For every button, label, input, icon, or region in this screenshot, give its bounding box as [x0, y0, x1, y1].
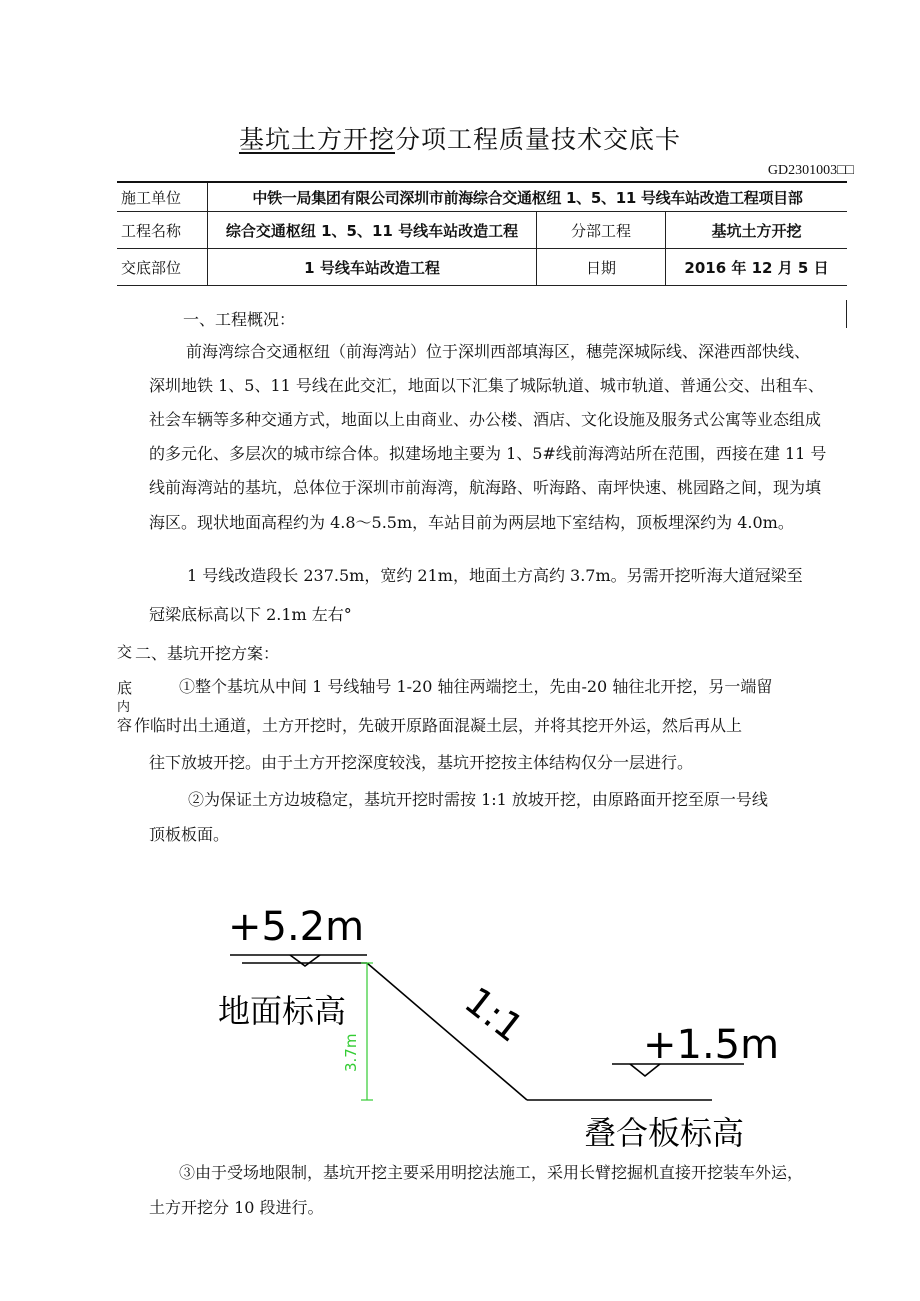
item1-line3: 往下放坡开挖。由于土方开挖深度较浅，基坑开挖按主体结构仅分一层进行。 [149, 753, 694, 772]
para1-line6: 海区。现状地面高程约为 4.8～5.5m，车站目前为两层地下室结构，顶板埋深约为 4.0m。 [149, 513, 794, 532]
construction-unit-label: 施工单位 [117, 182, 208, 212]
side-label-di: 底 [117, 679, 133, 697]
sub-project-label: 分部工程 [537, 212, 666, 249]
para1-line3: 社会车辆等多种交通方式，地面以上由商业、办公楼、酒店、文化设施及服务式公寓等业态组成 [149, 410, 822, 429]
construction-unit-value: 中铁一局集团有限公司深圳市前海综合交通枢纽 1、5、11 号线车站改造工程项目部 [208, 182, 848, 212]
title-rest: 分项工程质量技术交底卡 [395, 125, 682, 154]
title-underlined: 基坑土方开挖 [238, 125, 395, 154]
para2-line1: 1 号线改造段长 237.5m，宽约 21m，地面土方高约 3.7m。另需开挖听海大道冠梁至 [187, 566, 803, 585]
ground-level-label: 地面标高 [218, 992, 347, 1030]
para1-line2: 深圳地铁 1、5、11 号线在此交汇，地面以下汇集了城际轨道、城市轨道、普通公交、出租车、 [149, 376, 824, 395]
document-number: GD2301003□□ [767, 163, 854, 178]
depth-dimension-text: 3.7m [342, 1033, 360, 1072]
elevation-marker-top [290, 955, 320, 966]
section1-heading: 一、工程概况： [183, 310, 296, 329]
location-label: 交底部位 [117, 249, 208, 286]
para1-line5: 线前海湾站的基坑，总体位于深圳市前海湾，航海路、听海路、南坪快速、桃园路之间，现为填 [149, 478, 822, 497]
date-label: 日期 [537, 249, 666, 286]
slope-ratio-text: 1:1 [456, 978, 532, 1051]
date-value: 2016 年 12 月 5 日 [666, 249, 848, 286]
sub-project-value: 基坑土方开挖 [666, 212, 848, 249]
item2-line1: ②为保证土方边坡稳定，基坑开挖时需按 1:1 放坡开挖，由原路面开挖至原一号线 [188, 790, 768, 809]
side-label-jiao: 交 [117, 643, 133, 661]
side-label-nei: 内 [117, 700, 131, 715]
item2-line2: 顶板板面。 [149, 825, 230, 844]
item1-line1: ①整个基坑从中间 1 号线轴号 1-20 轴往两端挖土，先由-20 轴往北开挖，另一端留 [179, 677, 773, 696]
item3-line1: ③由于受场地限制，基坑开挖主要采用明挖法施工，采用长臂挖掘机直接开挖装车外运， [179, 1163, 804, 1182]
para1-line1: 前海湾综合交通枢纽（前海湾站）位于深圳西部填海区，穗莞深城际线、深港西部快线、 [186, 342, 811, 361]
side-label-rong: 容 [117, 716, 133, 734]
top-elevation-text: +5.2m [228, 904, 365, 950]
section2-heading: 二、基坑开挖方案： [135, 644, 280, 663]
para1-line4: 的多元化、多层次的城市综合体。拟建场地主要为 1、5#线前海湾站所在范围，西接在建 11 号 [149, 444, 827, 463]
location-value: 1 号线车站改造工程 [208, 249, 537, 286]
bottom-elevation-text: +1.5m [643, 1022, 780, 1068]
slab-level-label: 叠合板标高 [584, 1114, 745, 1152]
item1-line2: 作临时出土通道，土方开挖时，先破开原路面混凝土层，并将其挖开外运，然后再从上 [134, 716, 743, 735]
project-name-label: 工程名称 [117, 212, 208, 249]
para2-line2: 冠梁底标高以下 2.1m 左右° [149, 605, 352, 624]
project-name-value: 综合交通枢纽 1、5、11 号线车站改造工程 [208, 212, 537, 249]
item3-line2: 土方开挖分 10 段进行。 [149, 1198, 324, 1217]
